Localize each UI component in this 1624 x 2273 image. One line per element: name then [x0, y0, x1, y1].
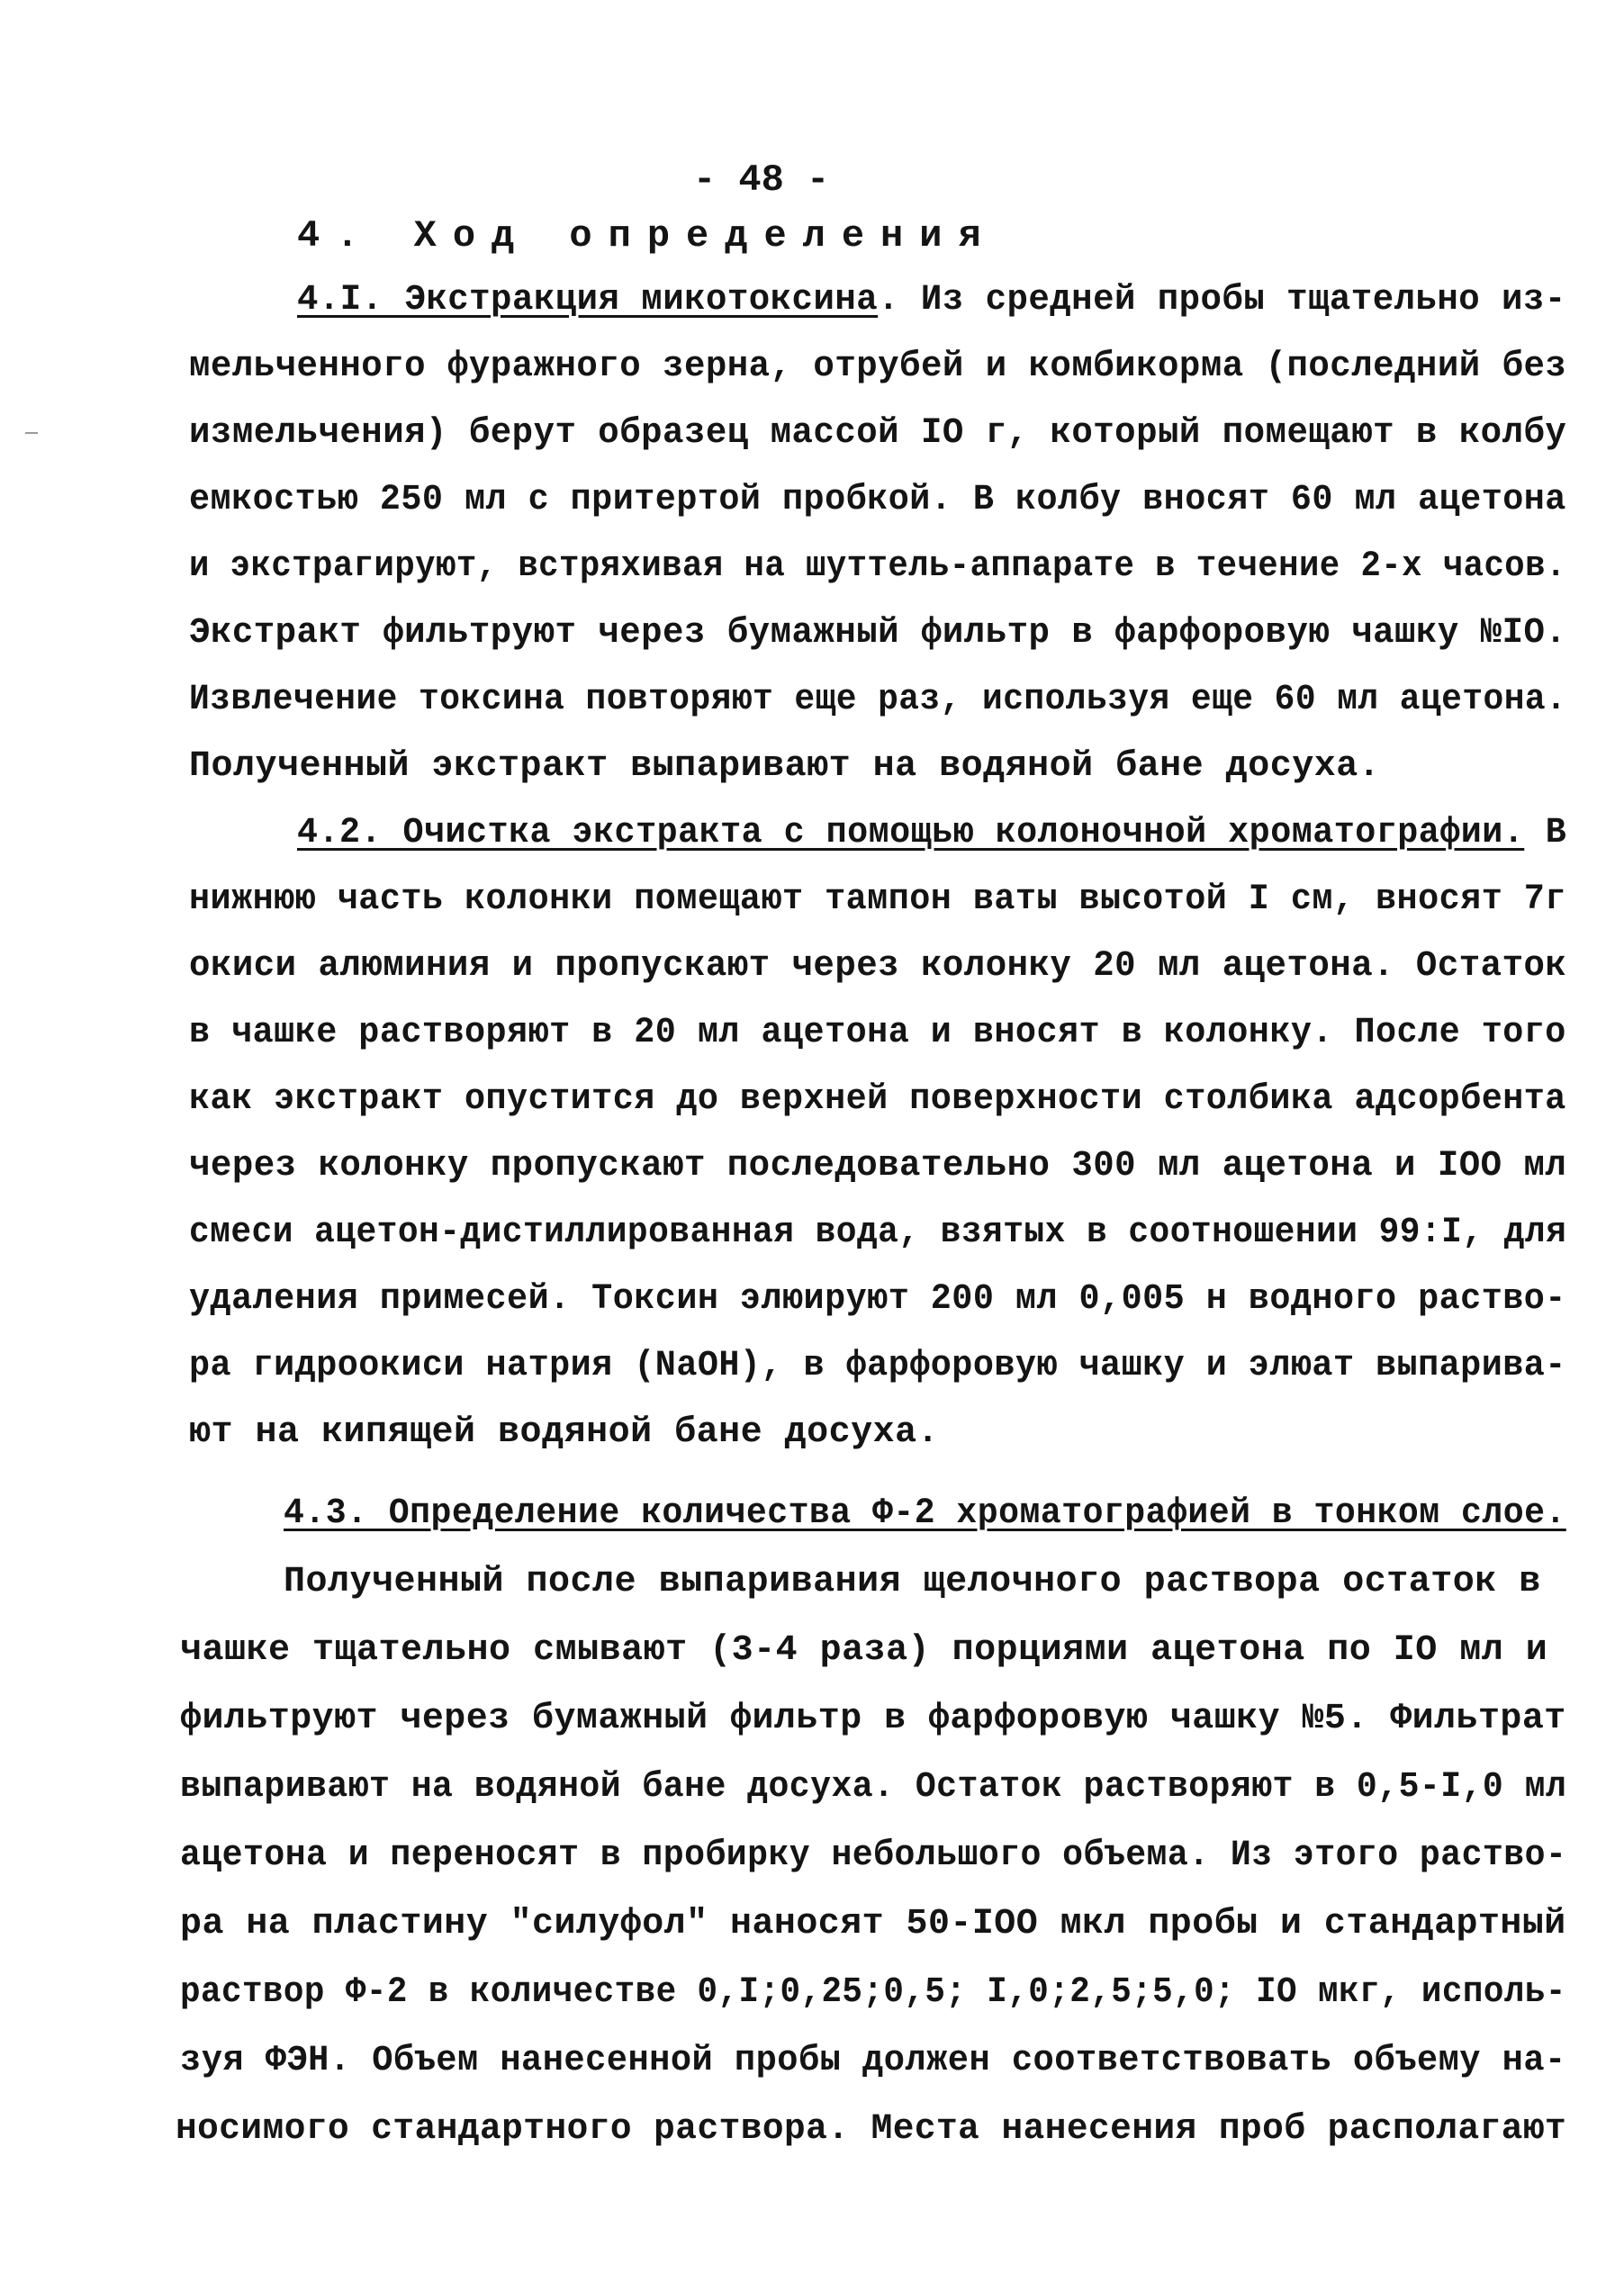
margin-mark	[25, 432, 38, 434]
text-line: в чашке растворяют в 20 мл ацетона и вносят в колонку. После того	[189, 1013, 1566, 1053]
text-line: как экстракт опустится до верхней поверхности столбика адсорбента	[189, 1079, 1566, 1120]
text-line: измельчения) берут образец массой IO г, который помещают в колбу	[189, 413, 1567, 454]
text-line: Экстракт фильтруют через бумажный фильтр в фарфоровую чашку №IO.	[189, 613, 1567, 654]
text-line: выпаривают на водяной бане досуха. Остаток растворяют в 0,5-I,0 мл	[180, 1767, 1567, 1808]
section-4-3-title: 4.3. Определение количества Ф-2 хроматографией в тонком слое.	[284, 1493, 1566, 1534]
section-heading: 4. Ход определения	[297, 214, 997, 257]
text-line: через колонку пропускают последовательно 300 мл ацетона и IOO мл	[189, 1146, 1567, 1186]
section-4-1-first-line	[297, 275, 1566, 326]
section-4-1-first-line-rest: . Из средней пробы тщательно из-	[878, 280, 1566, 320]
text-line: ра гидроокиси натрия (NaOH), в фарфоровую чашку и элюат выпарива-	[189, 1346, 1566, 1386]
text-line: фильтруют через бумажный фильтр в фарфоровую чашку №5. Фильтрат	[180, 1699, 1566, 1739]
text-line: зуя ФЭН. Объем нанесенной пробы должен соответствовать объему на-	[180, 2041, 1566, 2081]
text-line: смеси ацетон-дистиллированная вода, взятых в соотношении 99:I, для	[189, 1213, 1567, 1253]
text-line: раствор Ф-2 в количестве 0,I;0,25;0,5; I,0;2,5;5,0; IO мкг, исполь-	[180, 1972, 1566, 2013]
text-line: мельченного фуражного зерна, отрубей и комбикорма (последний без	[189, 347, 1567, 387]
text-line: ют на кипящей водяной бане досуха.	[189, 1412, 940, 1453]
text-line: удаления примесей. Токсин элюируют 200 мл 0,005 н водного раство-	[189, 1279, 1566, 1320]
text-line: Полученный экстракт выпаривают на водяной бане досуха.	[189, 746, 1381, 787]
section-4-2-title: 4.2. Очистка экстракта с помощью колоночной хроматографии.	[297, 813, 1525, 853]
text-line: Извлечение токсина повторяют еще раз, используя еще 60 мл ацетона.	[189, 680, 1567, 720]
section-4-3-first-line	[284, 1489, 1566, 1539]
text-line: емкостью 250 мл с притертой пробкой. В колбу вносят 60 мл ацетона	[189, 480, 1566, 520]
text-line: и экстрагируют, встряхивая на шуттель-аппарате в течение 2-х часов.	[189, 546, 1566, 587]
page-number: - 48 -	[693, 158, 830, 202]
section-4-1-title: 4.I. Экстракция микотоксина	[297, 280, 879, 320]
text-line: Полученный после выпаривания щелочного раствора остаток в	[284, 1562, 1541, 1602]
text-line: окиси алюминия и пропускают через колонку 20 мл ацетона. Остаток	[189, 946, 1567, 987]
text-line: ацетона и переносят в пробирку небольшого объема. Из этого раство-	[180, 1836, 1567, 1876]
text-line: нижнюю часть колонки помещают тампон ваты высотой I см, вносят 7г	[189, 879, 1566, 920]
section-4-2-first-line	[297, 808, 1566, 859]
text-line: носимого стандартного раствора. Места нанесения проб располагают	[176, 2109, 1567, 2150]
section-4-2-first-line-rest: В	[1524, 813, 1567, 853]
text-line: чашке тщательно смывают (3-4 раза) порциями ацетона по IO мл и	[180, 1630, 1548, 1671]
text-line: ра на пластину "силуфол" наносят 50-IOO мкл пробы и стандартный	[180, 1904, 1566, 1944]
